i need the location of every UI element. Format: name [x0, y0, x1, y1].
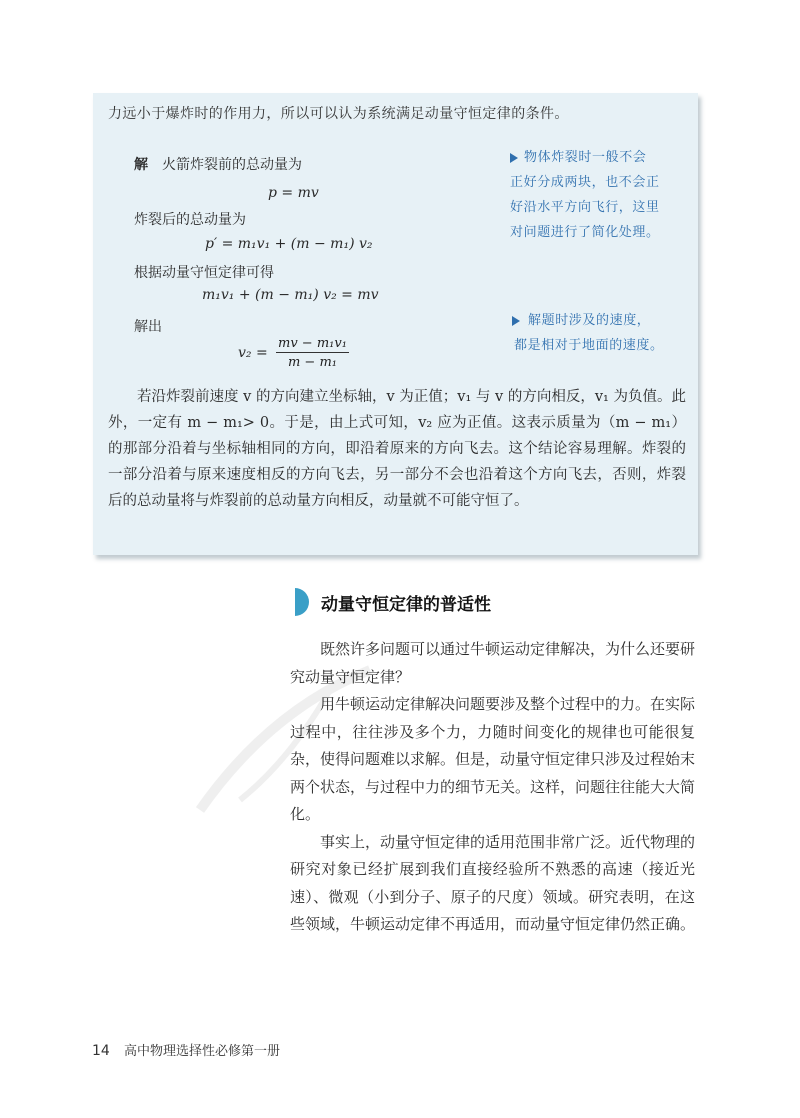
page-number: 14	[92, 1043, 110, 1059]
side-note-2	[514, 308, 664, 358]
page-footer	[92, 1040, 280, 1059]
box-explanation-paragraph	[108, 384, 686, 514]
equation-4-fraction	[276, 336, 349, 370]
note-line: 解题时涉及的速度，	[528, 313, 651, 328]
side-note-1	[510, 145, 660, 245]
book-title: 高中物理选择性必修第一册	[123, 1044, 280, 1059]
explanation-text: 若沿炸裂前速度 v 的方向建立坐标轴，v 为正值；v₁ 与 v 的方向相反，v₁ 为负值。此外，一定有 m − m₁> 0。于是，由上式可知，v₂ 应为正值。这表示质量为（m − m₁）的那部分沿着与坐标轴相同的方向，即沿着原来的方向飞去。这个结论容易理解。炸裂的一部分沿着与原来速度相反的方向飞去，另一部分不会也沿着这个方向飞去，否则，炸裂后的总动量将与炸裂前的总动量方向相反，动量就不可能守恒了。	[108, 389, 686, 509]
section-body	[290, 636, 695, 939]
solution-label: 解	[134, 157, 148, 173]
box-lead-text: 力远小于爆炸时的作用力，所以可以认为系统满足动量守恒定律的条件。	[108, 106, 569, 122]
equation-4-lhs: v₂ =	[238, 345, 268, 361]
equation-1: p = mv	[268, 185, 319, 201]
body-paragraph: 既然许多问题可以通过牛顿运动定律解决，为什么还要研究动量守恒定律？	[290, 640, 696, 686]
solution-line-4: 解出	[134, 319, 162, 335]
solution-line-1: 火箭炸裂前的总动量为	[162, 157, 302, 173]
note-line: 正好分成两块，也不会正	[510, 175, 660, 190]
equation-3: m₁v₁ + (m − m₁) v₂ = mv	[202, 287, 379, 303]
equation-2: p′ = m₁v₁ + (m − m₁) v₂	[205, 236, 373, 252]
body-paragraph: 事实上，动量守恒定律的适用范围非常广泛。近代物理的研究对象已经扩展到我们直接经验所不熟悉的高速（接近光速）、微观（小到分子、原子的尺度）领域。研究表明，在这些领域，牛顿运动定律不再适用，而动量守恒定律仍然正确。	[290, 832, 696, 933]
fraction-denominator: m − m₁	[287, 355, 337, 370]
fraction-numerator: mv − m₁v₁	[278, 336, 347, 351]
solution-line-3: 根据动量守恒定律可得	[134, 265, 274, 281]
note-arrow-icon	[512, 316, 520, 326]
note-line: 对问题进行了简化处理。	[510, 225, 660, 240]
note-arrow-icon	[510, 153, 518, 163]
body-paragraph: 用牛顿运动定律解决问题要涉及整个过程中的力。在实际过程中，往往涉及多个力，力随时间变化的规律也可能很复杂，使得问题难以求解。但是，动量守恒定律只涉及过程始末两个状态，与过程中力的细节无关。这样，问题往往能大大简化。	[290, 695, 696, 823]
note-line: 好沿水平方向飞行，这里	[510, 200, 660, 215]
note-line: 物体炸裂时一般不会	[524, 150, 647, 165]
section-heading-marker	[295, 588, 309, 616]
section-heading: 动量守恒定律的普适性	[321, 595, 491, 615]
solution-line-2: 炸裂后的总动量为	[134, 212, 246, 228]
note-line: 都是相对于地面的速度。	[514, 338, 664, 353]
